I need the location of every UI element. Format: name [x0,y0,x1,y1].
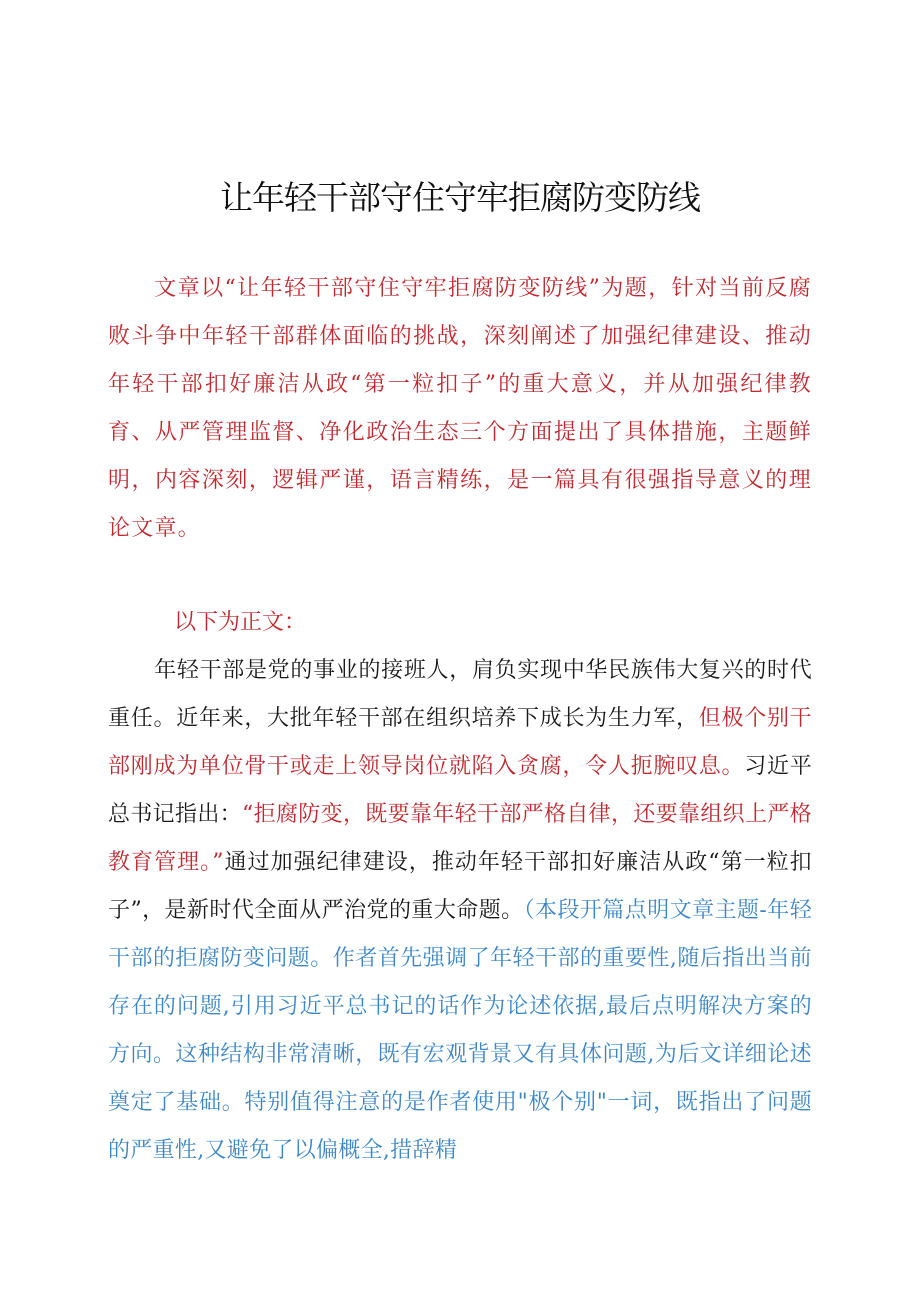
body-paragraph [108,647,812,1175]
body-text-quote-lead: 习近平总书记指出： [108,754,812,827]
body-lead-label: 以下为正文： [174,610,307,635]
abstract-paragraph: 文章以“让年轻干部守住守牢拒腐防变防线”为题，针对当前反腐败斗争中年轻干部群体面临的挑战，深刻阐述了加强纪律建设、推动年轻干部扣好廉洁从政“第一粒扣子”的重大意义，并从加强纪律教育、从严管理监督、净化政治生态三个方面提出了具体措施，主题鲜明，内容深刻，逻辑严谨，语言精练，是一篇具有很强指导意义的理论文章。 [108,276,812,541]
annotation-comment: （本段开篇点明文章主题-年轻干部的拒腐防变问题。作者首先强调了年轻干部的重要性,随后指出当前存在的问题,引用习近平总书记的话作为论述依据,最后点明解决方案的方向。这种结构非常清晰，既有宏观背景又有具体问题,为后文详细论述奠定了基础。特别值得注意的是作者使用"极个别"一词，既指出了问题的严重性,又避免了以偏概全,措辞精 [108,898,813,1163]
body-text-quote: “拒腐防变，既要靠年轻干部严格自律，还要靠组织上严格教育管理。” [108,802,812,875]
body-text-conclusion: 通过加强纪律建设，推动年轻干部扣好廉洁从政“第一粒扣子”，是新时代全面从严治党的重大命题。 [108,850,812,923]
body-text-intro: 年轻干部是党的事业的接班人，肩负实现中华民族伟大复兴的时代重任。近年来，大批年轻干部在组织培养下成长为生力军， [108,658,812,731]
body-text-highlight-problem: 但极个别干部刚成为单位骨干或走上领导岗位就陷入贪腐，令人扼腕叹息。 [108,706,812,779]
document-title: 让年轻干部守住守牢拒腐防变防线 [220,178,700,217]
